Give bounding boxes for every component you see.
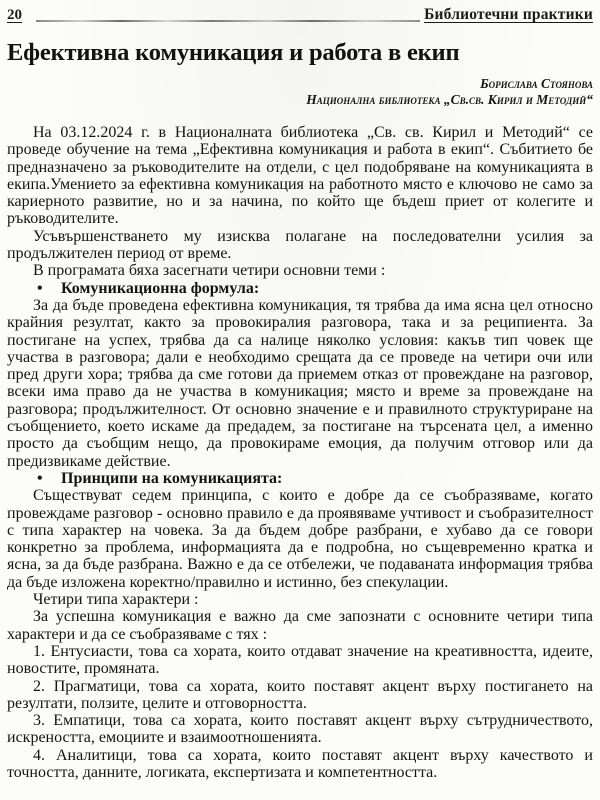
page-number: 20 — [7, 7, 22, 23]
topic-bullet-heading — [7, 280, 593, 297]
body-paragraph: Съществуват седем принципа, с които е добре да се съобразяваме, когато провеждаме разговор - основно правило е да проявяваме учтивост и съобразителност с типа характер на човека. За да бъдем добре разбрани, е хубаво да се говори конкретно за проблема, информацията да е подробна, но същевременно кратка и ясна, за да бъде разбрана. Важно е да се отбележи, че подаваната информация трябва да бъде изложена коректно/правилно и истинно, без спекулации. — [7, 487, 593, 591]
header-rule — [36, 19, 420, 22]
body-paragraph: За успешна комуникация е важно да сме запознати с основните четири типа характери и да се съобразяваме с тях : — [7, 608, 593, 643]
bullet-icon: • — [37, 469, 43, 487]
body-paragraph: Четири типа характери : — [33, 591, 199, 609]
body-paragraph: Усъвършенстването му изисква полагане на последователни усилия за продължителен период от време. — [7, 227, 593, 263]
byline — [7, 76, 593, 107]
body-paragraph: 2. Прагматици, това са хората, които поставят акцент върху постигането на резултати, ползите, целите и отговорността. — [7, 677, 593, 712]
bullet-icon: • — [37, 279, 43, 297]
body-paragraph: На 03.12.2024 г. в Националната библиотека „Св. св. Кирил и Методий“ се проведе обучение на тема „Ефективна комуникация и работа в екип“. Събитието бе предназначено за ръководителите на отдели, с цел подобряване на комуникацията в екипа.Умението за ефективна комуникация на работното място е ключово не само за кариерното развитие, но и за начина, по който ще бъдеш приет от колегите и ръководителите. — [7, 124, 593, 228]
body-paragraph: 4. Аналитици, това са хората, които поставят акцент върху качеството и точността, данните, логиката, експертизата и компетентността. — [7, 746, 593, 781]
author-affiliation: Национална библиотека „Св.св. Кирил и Методий“ — [306, 91, 593, 107]
running-title: Библиотечни практики — [424, 6, 593, 23]
body-paragraph: 3. Емпатици, това са хората, които поставят акцент върху сътрудничеството, искреността, емоциите и взаимоотношенията. — [7, 712, 593, 747]
body-paragraph: 1. Ентусиасти, това са хората, които отдават значение на креативността, идеите, новостите, промяната. — [7, 642, 593, 678]
topic-label: Принципи на комуникацията: — [61, 469, 283, 487]
article-title: Ефективна комуникация и работа в екип — [7, 39, 460, 66]
topic-bullet-heading — [7, 470, 593, 487]
article-body — [7, 124, 593, 781]
running-header — [7, 4, 593, 24]
body-paragraph: За да бъде проведена ефективна комуникация, тя трябва да има ясна цел относно крайния резултат, както за провокиралия разговора, така и за реципиента. За постигане на успех, трябва да са налице няколко условия: какъв тип човек ще участва в разговора; дали е необходимо срещата да се проведе на четири очи или пред други хора; трябва да сме готови да приемем отказ от провеждане на разговор, всеки има право да не участва в комуникация; място и време за провеждане на разговора; продължителност. От основно значение е и правилното структуриране на съобщението, което искаме да предадем, за постигане на търсената цел, а именно просто да съобщим нещо, да провокираме емоция, да получим отговор или да предизвикаме действие. — [7, 296, 593, 470]
topic-label: Комуникационна формула: — [61, 279, 260, 297]
body-paragraph: В програмата бяха засегнати четири основни теми : — [33, 262, 386, 280]
author-name: Борислава Стоянова — [480, 76, 593, 91]
